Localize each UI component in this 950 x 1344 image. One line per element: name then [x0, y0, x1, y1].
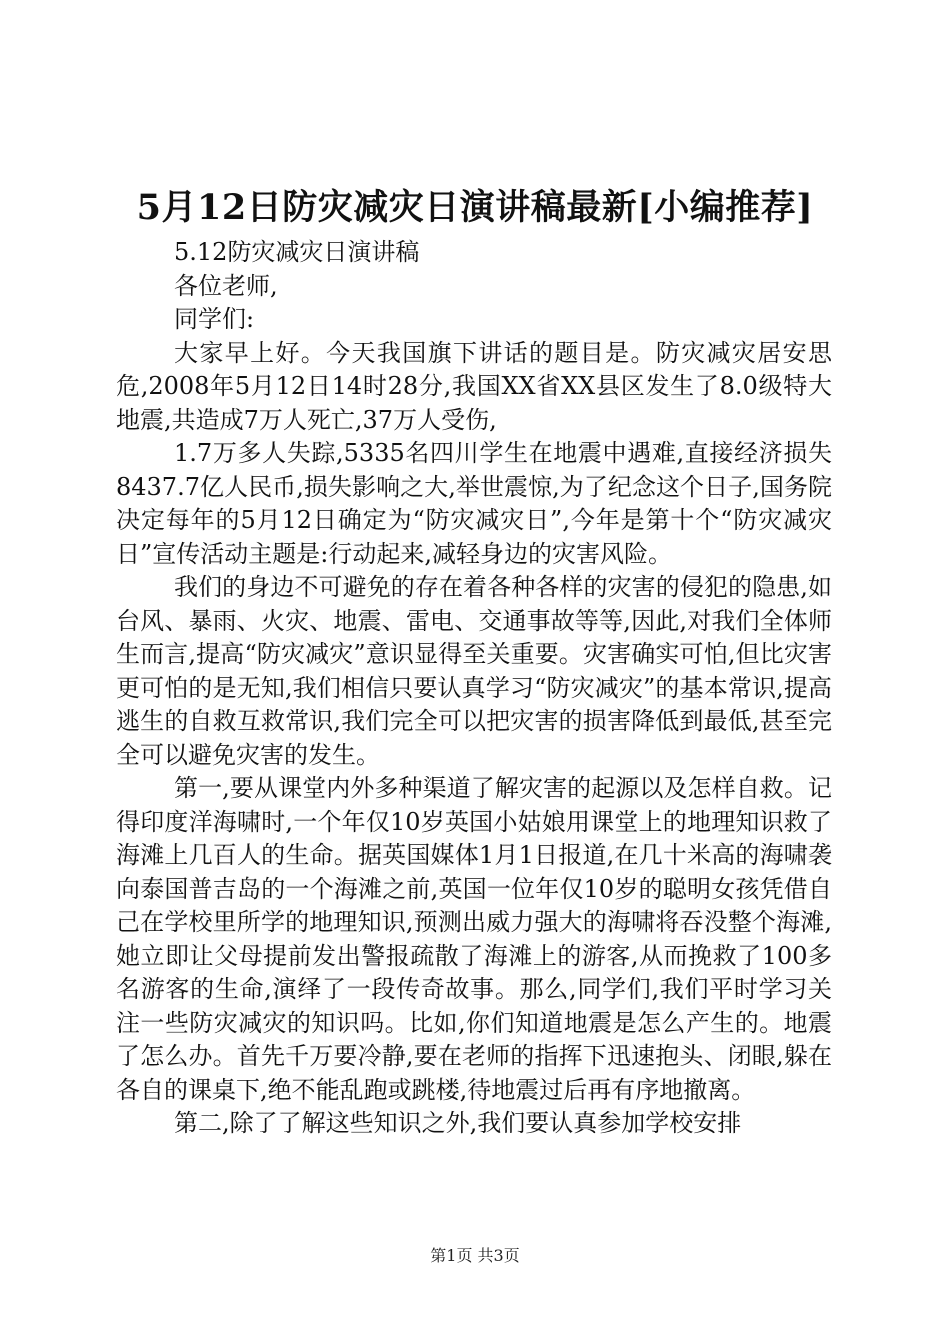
page-footer: 第1页 共3页: [430, 1246, 520, 1265]
speech-subtitle: 5.12防灾减灾日演讲稿: [174, 238, 420, 266]
paragraph-4: 第一,要从课堂内外多种渠道了解灾害的起源以及怎样自救。记得印度洋海啸时,一个年仅10岁英国小姑娘用课堂上的地理知识救了海滩上几百人的生命。据英国媒体1月1日报道,在几十米高的海啸袭向泰国普吉岛的一个海滩之前,英国一位年仅10岁的聪明女孩凭借自己在学校里所学的地理知识,预测出威力强大的海啸将吞没整个海滩,她立即让父母提前发出警报疏散了海滩上的游客,从而挽救了100多名游客的生命,演绎了一段传奇故事。那么,同学们,我们平时学习关注一些防灾减灾的知识吗。比如,你们知道地震是怎么产生的。地震了怎么办。首先千万要冷静,要在老师的指挥下迅速抱头、闭眼,躲在各自的课桌下,绝不能乱跑或跳楼,待地震过后再有序地撤离。: [116, 774, 832, 1104]
salutation-teachers: 各位老师,: [174, 271, 278, 300]
paragraph-5: 第二,除了了解这些知识之外,我们要认真参加学校安排: [174, 1109, 742, 1137]
paragraph-3: 我们的身边不可避免的存在着各种各样的灾害的侵犯的隐患,如台风、暴雨、火灾、地震、雷电、交通事故等等,因此,对我们全体师生而言,提高“防灾减灾”意识显得至关重要。灾害确实可怕,但比灾害更可怕的是无知,我们相信只要认真学习“防灾减灾”的基本常识,提高逃生的自救互救常识,我们完全可以把灾害的损害降低到最低,甚至完全可以避免灾害的发生。: [116, 573, 832, 769]
document-body: [116, 236, 832, 1141]
paragraph-1: 大家早上好。今天我国旗下讲话的题目是。防灾减灾居安思危,2008年5月12日14时28分,我国XX省XX县区发生了8.0级特大地震,共造成7万人死亡,37万人受伤,: [116, 338, 832, 434]
paragraph-2: 1.7万多人失踪,5335名四川学生在地震中遇难,直接经济损失8437.7亿人民币,损失影响之大,举世震惊,为了纪念这个日子,国务院决定每年的5月12日确定为“防灾减灾日”,今年是第十个“防灾减灾日”宣传活动主题是:行动起来,减轻身边的灾害风险。: [116, 439, 832, 568]
document-title: 5月12日防灾减灾日演讲稿最新[小编推荐]: [136, 187, 814, 228]
salutation-students: 同学们:: [174, 305, 255, 333]
